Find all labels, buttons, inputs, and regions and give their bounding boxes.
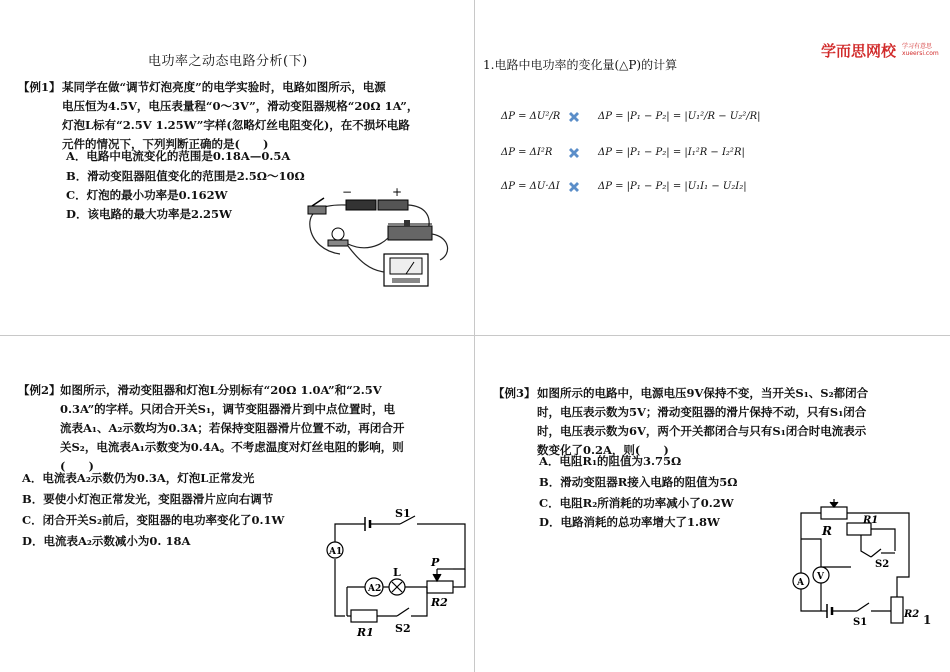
question-line: 流表A₁、A₂示数均为0.3A；若保持变阻器滑片位置不动，再闭合开 [60,421,405,435]
example-tag: 【例3】 [493,386,536,400]
slide-power-change [475,0,950,336]
slide-example-1 [0,0,475,336]
page-number: 1 [923,613,932,627]
option-b: B．滑动变阻器阻值变化的范围是2.5Ω～10Ω [66,169,305,183]
slide-example-3 [475,336,950,672]
question-line: 电压恒为4.5V，电压表量程“0～3V”，滑动变阻器规格“20Ω 1A”， [62,99,419,113]
option-d: D．电路消耗的总功率增大了1.8W [539,515,720,529]
question-line: 元件的情况下，下列判断正确的是( ) [62,137,269,151]
circuit-photo-illustration [300,182,460,294]
logo-url: xueersi.com [902,50,939,57]
label-l: L [393,566,401,579]
battery-minus-label: − [342,185,353,199]
slide-example-2 [0,336,475,672]
question-line: 如图所示，滑动变阻器和灯泡L分别标有“20Ω 1.0A”和“2.5V [60,383,382,397]
lamp-device [328,228,348,246]
rheostat-device [388,220,432,240]
option-c: C．灯泡的最小功率是0.162W [66,188,228,202]
option-d: D．电流表A₂示数减小为0. 18A [22,534,191,548]
voltmeter-device [384,254,428,286]
formula-right-3: ΔP = |P₁ − P₂| = |U₁I₁ − U₂I₂| [598,181,747,192]
label-s2: S2 [395,622,411,635]
question-line: 某同学在做“调节灯泡亮度”的电学实验时，电路如图所示，电源 [62,80,386,94]
option-a: A．电路中电流变化的范围是0.18A—0.5A [66,149,291,163]
battery-pack [346,200,408,210]
label-r1: R1 [863,515,879,526]
label-v: V [817,572,824,582]
label-p: P [431,556,440,569]
slide-title: 电功率之动态电路分析(下) [148,54,308,69]
label-a2: A2 [368,584,382,594]
option-a: A．电阻R₁的阻值为3.75Ω [539,454,682,468]
label-r: R [822,524,832,538]
question-line: 数变化了0.2A，则( ) [537,443,669,457]
option-b: B．滑动变阻器R接入电路的阻值为5Ω [539,475,738,489]
cross-mark-icon [567,110,581,124]
label-r2: R2 [431,596,448,609]
question-line: 如图所示的电路中，电源电压9V保持不变，当开关S₁、S₂都闭合 [537,386,869,400]
cross-mark-icon [567,146,581,160]
question-line: 0.3A”的字样。只闭合开关S₁，调节变阻器滑片到中点位置时，电 [60,402,396,416]
label-a1: A1 [329,547,343,557]
label-r2: R2 [904,609,920,620]
label-s1: S1 [853,617,868,628]
cross-mark-icon [567,180,581,194]
question-line: 灯泡L标有“2.5V 1.25W”字样(忽略灯丝电阻变化)，在不损坏电路 [62,118,410,132]
question-line: 关S₂，电流表A₁示数变为0.4A。不考虑温度对灯丝电阻的影响，则 [60,440,404,454]
circuit-diagram-3 [787,501,920,628]
formula-right-1: ΔP = |P₁ − P₂| = |U₁²/R − U₂²/R| [598,111,761,122]
formula-wrong-1: ΔP = ΔU²/R [501,111,561,122]
option-b: B．要使小灯泡正常发光，变阻器滑片应向右调节 [22,492,274,506]
battery-plus-label: + [392,185,403,199]
formula-wrong-3: ΔP = ΔU·ΔI [501,181,560,192]
logo-slogan: 学习有意思 [902,43,933,50]
question-line: 时，电压表示数为5V；滑动变阻器的滑片保持不动，只有S₁闭合 [537,405,867,419]
option-c: C．电阻R₂所消耗的功率减小了0.2W [539,496,734,510]
option-d: D．该电路的最大功率是2.25W [66,207,232,221]
question-line: ( ) [60,459,94,473]
label-a: A [797,578,804,588]
question-line: 时，电压表示数为6V，两个开关都闭合与只有S₁闭合时电流表示 [537,424,867,438]
circuit-diagram-2 [325,504,470,639]
option-c: C．闭合开关S₂前后，变阻器的电功率变化了0.1W [22,513,285,527]
brand-logo-sub [902,43,942,57]
label-s1: S1 [395,507,411,520]
example-tag: 【例2】 [18,383,61,397]
label-s2: S2 [875,559,890,570]
formula-right-2: ΔP = |P₁ − P₂| = |I₁²R − I₂²R| [598,147,745,158]
brand-logo [821,40,896,61]
section-heading: 1.电路中电功率的变化量(△P)的计算 [483,58,678,72]
option-a: A．电流表A₂示数仍为0.3A，灯泡L正常发光 [22,471,255,485]
switch-device [308,198,326,214]
label-r1: R1 [357,626,374,639]
formula-wrong-2: ΔP = ΔI²R [501,147,553,158]
example-tag: 【例1】 [18,80,61,94]
logo-text: 学而思网校 [821,42,897,60]
